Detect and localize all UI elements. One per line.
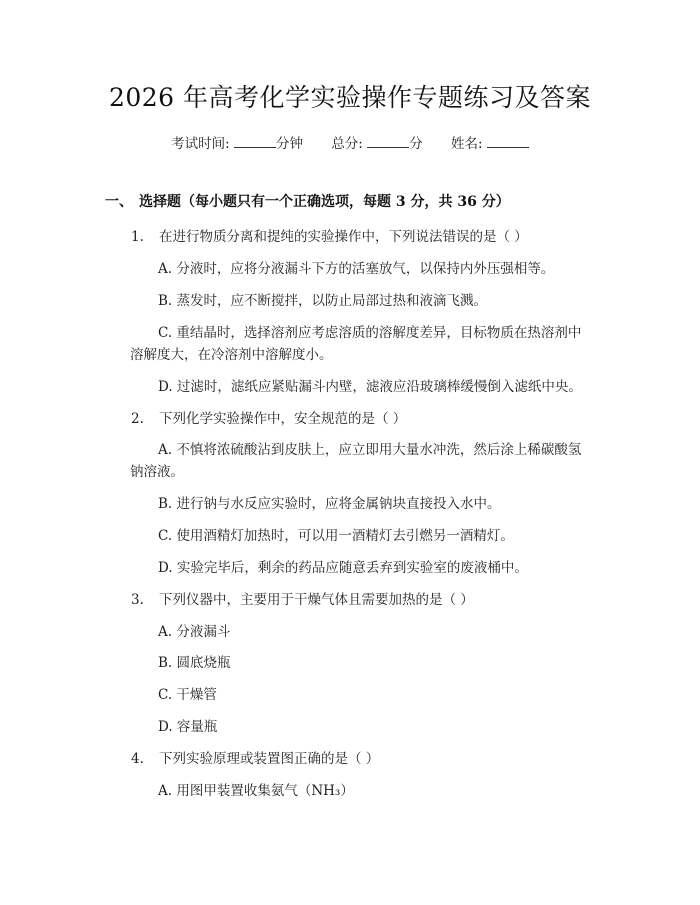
question-1-option-a: A. 分液时，应将分液漏斗下方的活塞放气，以保持内外压强相等。 xyxy=(158,261,555,277)
exam-time-blank xyxy=(234,135,276,148)
exam-meta xyxy=(0,132,700,152)
question-1-option-d: D. 过滤时，滤纸应紧贴漏斗内壁，滤液应沿玻璃棒缓慢倒入滤纸中央。 xyxy=(158,379,582,395)
question-4 xyxy=(131,747,379,767)
total-score-label: 总分: xyxy=(331,136,363,152)
section-title: 选择题（每小题只有一个正确选项，每题 3 分，共 36 分） xyxy=(139,194,510,210)
page-title: 2026 年高考化学实验操作专题练习及答案 xyxy=(108,83,592,112)
question-1-option-c: C. 重结晶时，选择溶剂应考虑溶质的溶解度差异，目标物质在热溶剂中 xyxy=(158,325,582,341)
question-2-option-c: C. 使用酒精灯加热时，可以用一酒精灯去引燃另一酒精灯。 xyxy=(158,528,514,544)
question-text: 下列化学实验操作中，安全规范的是（ ） xyxy=(159,411,407,427)
question-text: 下列仪器中，主要用于干燥气体且需要加热的是（ ） xyxy=(159,592,474,608)
question-2-option-a-continued: 钠溶液。 xyxy=(130,464,184,480)
question-3-option-c: C. 干燥管 xyxy=(158,687,217,703)
question-text: 在进行物质分离和提纯的实验操作中，下列说法错误的是（ ） xyxy=(159,229,528,245)
question-3-option-d: D. 容量瓶 xyxy=(158,719,218,735)
question-3 xyxy=(131,588,474,608)
section-number: 一、 xyxy=(105,194,133,210)
question-3-option-a: A. 分液漏斗 xyxy=(158,624,231,640)
total-score-unit: 分 xyxy=(409,136,423,152)
student-name-label: 姓名: xyxy=(450,136,483,152)
question-2 xyxy=(131,407,406,427)
question-number: 2. xyxy=(131,411,144,427)
section-heading xyxy=(105,191,510,211)
exam-time-unit: 分钟 xyxy=(276,136,304,152)
exam-time-label: 考试时间: xyxy=(171,136,230,152)
question-2-option-b: B. 进行钠与水反应实验时，应将金属钠块直接投入水中。 xyxy=(158,496,501,512)
exam-time-field xyxy=(171,136,307,152)
question-1 xyxy=(131,225,528,245)
student-name-blank xyxy=(487,135,529,148)
question-number: 1. xyxy=(131,229,144,245)
question-2-option-d: D. 实验完毕后，剩余的药品应随意丢弃到实验室的废液桶中。 xyxy=(158,560,528,576)
question-text: 下列实验原理或装置图正确的是（ ） xyxy=(159,751,380,767)
student-name-field xyxy=(451,136,529,152)
question-4-option-a: A. 用图甲装置收集氨气（NH₃） xyxy=(158,783,354,799)
question-1-option-c-continued: 溶解度大，在冷溶剂中溶解度小。 xyxy=(130,347,333,363)
question-3-option-b: B. 圆底烧瓶 xyxy=(158,655,231,671)
question-number: 4. xyxy=(131,751,144,767)
question-1-option-b: B. 蒸发时，应不断搅拌，以防止局部过热和液滴飞溅。 xyxy=(158,293,488,309)
question-number: 3. xyxy=(131,592,144,608)
question-2-option-a: A. 不慎将浓硫酸沾到皮肤上，应立即用大量水冲洗，然后涂上稀碳酸氢 xyxy=(158,442,582,458)
total-score-blank xyxy=(367,135,409,148)
total-score-field xyxy=(331,136,427,152)
